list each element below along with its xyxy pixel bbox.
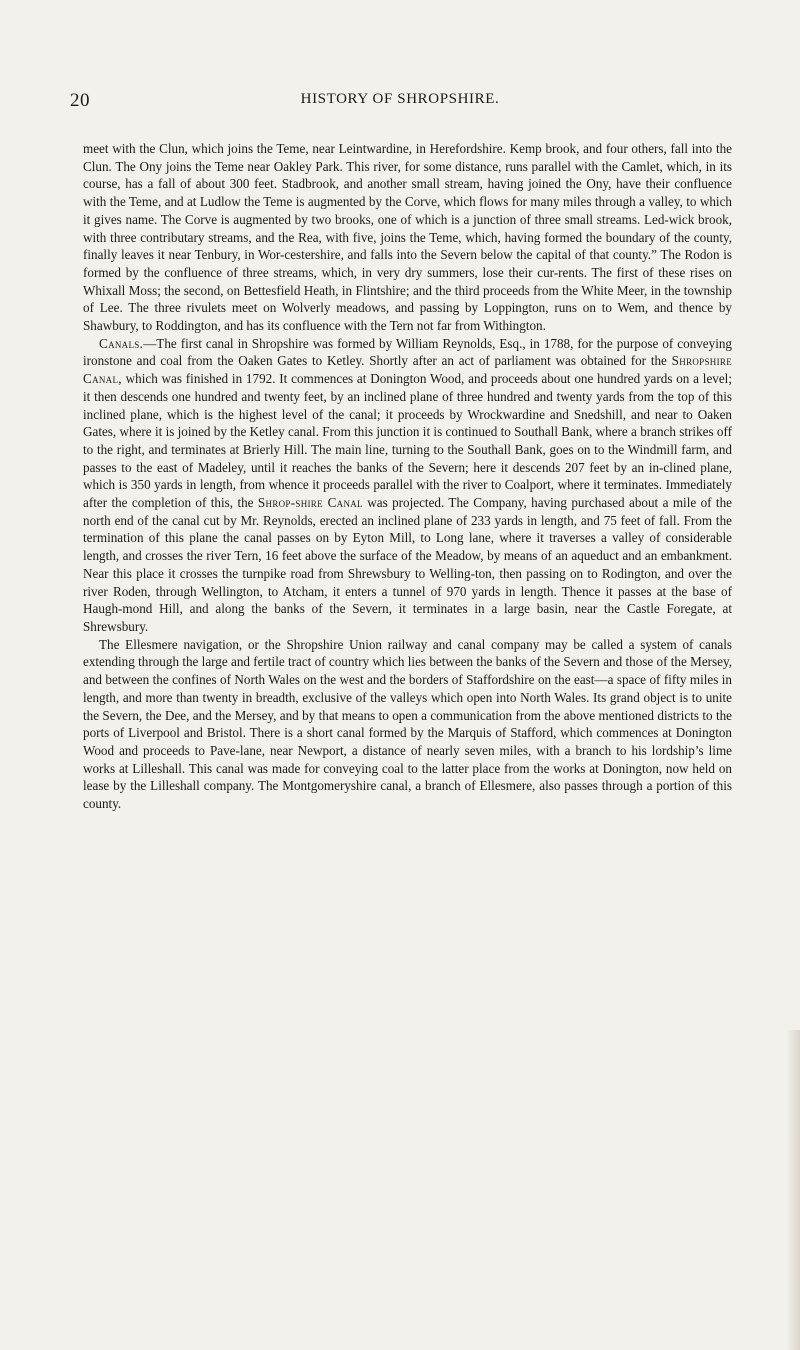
- page-header: [70, 90, 730, 112]
- page-number: 20: [70, 90, 90, 111]
- canals-text-a: —The first canal in Shropshire was formed by William Reynolds, Esq., in 1788, for the purpose of conveying ironstone and coal from the Oaken Gates to Ketley. Shortly after an act of parliament was obtained for the: [83, 335, 732, 369]
- body-text: [83, 140, 732, 813]
- canals-text-b: which was finished in 1792. It commences at Donington Wood, and proceeds about one hundred yards on a level; it then descends one hundred and twenty feet, by an inclined plane of three hundred and twenty yards from the top of this inclined plane, which is the highest level of the canal; it proceeds by Wrockwardine and Snedshill, and near to Oaken Gates, where it is joined by the Ketley canal. From this junction it is continued to Southall Bank, where a branch strikes off to the right, and terminates at Brierly Hill. The main line, turning to the Southall Bank, goes on to the Windmill farm, and passes to the east of Madeley, until it reaches the banks of the Severn; here it descends 207 feet by an in-clined plane, which is 350 yards in length, from whence it proceeds parallel with the river to Coalport, where it terminates. Immediately after the completion of this, the: [83, 371, 732, 511]
- paragraph-canals: [83, 335, 732, 636]
- shropshire-canal-term: Shropshire Canal,: [83, 353, 732, 387]
- section-lead-canals: Canals.: [99, 335, 144, 351]
- shropshire-canal-term-2: Shrop-shire Canal: [257, 495, 363, 511]
- page-edge-shadow: [786, 1030, 800, 1350]
- running-title: HISTORY OF SHROPSHIRE.: [300, 91, 500, 107]
- paragraph-ellesmere: The Ellesmere navigation, or the Shropshire Union railway and canal company may be called a system of canals extending through the large and fertile tract of country which lies between the banks of the Severn and those of the Mersey, and between the confines of North Wales on the west and the borders of Staffordshire on the east—a space of fifty miles in length, and more than twenty in breadth, exclusive of the valleys which open into North Wales. Its grand object is to unite the Severn, the Dee, and the Mersey, and by that means to open a communication from the above mentioned districts to the ports of Liverpool and Bristol. There is a short canal formed by the Marquis of Stafford, which commences at Donington Wood and proceeds to Pave-lane, near Newport, a distance of nearly seven miles, with a branch to his lordship’s lime works at Lilleshall. This canal was made for conveying coal to the latter place from the works at Donington, now held on lease by the Lilleshall company. The Montgomeryshire canal, a branch of Ellesmere, also passes through a portion of this county.: [83, 636, 732, 812]
- canals-text-c: was projected. The Company, having purchased about a mile of the north end of the canal cut by Mr. Reynolds, erected an inclined plane of 233 yards in length, and 75 feet of fall. From the termination of this plane the canal passes on by Eyton Mill, to Long lane, where it traverses a valley of considerable length, and crosses the river Tern, 16 feet above the surface of the Meadow, by means of an aqueduct and an embankment. Near this place it crosses the turnpike road from Shrewsbury to Welling-ton, then passing on to Rodington, and over the river Roden, through Wellington, to Atcham, it enters a tunnel of 970 yards in length. Thence it passes at the base of Haugh-mond Hill, and along the banks of the Severn, it terminates in a large basin, near the Castle Foregate, at Shrewsbury.: [83, 495, 732, 634]
- paragraph-rivers: meet with the Clun, which joins the Teme, near Leintwardine, in Herefordshire. Kemp brook, and four others, fall into the Clun. The Ony joins the Teme near Oakley Park. This river, for some distance, runs parallel with the Camlet, which, in its course, has a fall of about 300 feet. Stadbrook, and another small stream, having joined the Ony, have their confluence with the Teme, and at Ludlow the Teme is augmented by the Corve, which flows for many miles through a valley, to which it gives name. The Corve is augmented by two brooks, one of which is a junction of three small streams. Led-wick brook, with three contributary streams, and the Rea, with five, joins the Teme, which, having formed the boundary of the county, finally leaves it near Tenbury, in Wor-cestershire, and falls into the Severn below the capital of that county.” The Rodon is formed by the confluence of three streams, which, in very dry summers, lose their cur-rents. The first of these rises on Whixall Moss; the second, on Bettesfield Heath, in Flintshire; and the third proceeds from the White Meer, in the township of Lee. The three rivulets meet on Wolverly meadows, and passing by Loppington, runs on to Wem, and thence by Shawbury, to Roddington, and has its confluence with the Tern not far from Withington.: [83, 141, 732, 334]
